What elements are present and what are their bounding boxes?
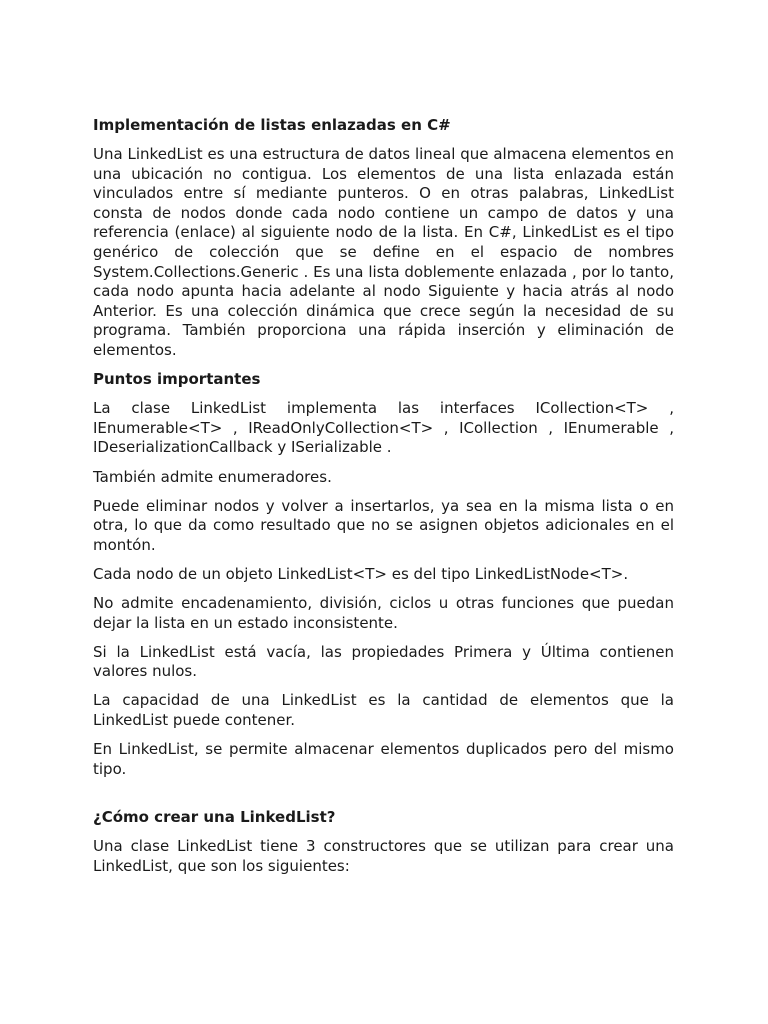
intro-paragraph: Una LinkedList es una estructura de datos lineal que almacena elementos en una ubicación no contigua. Los elementos de una lista enlazada están vinculados entre sí mediante punteros. O en otras palabras, LinkedList consta de nodos donde cada nodo contiene un campo de datos y una referencia (enlace) al siguiente nodo de la lista. En C#, LinkedList es el tipo genérico de colección que se define en el espacio de nombres System.Collections.Generic . Es una lista doblemente enlazada , por lo tanto, cada nodo apunta hacia adelante al nodo Siguiente y hacia atrás al nodo Anterior. Es una colección dinámica que crece según la necesidad de su programa. También proporciona una rápida inserción y eliminación de elementos. — [93, 145, 674, 360]
point-paragraph-no-chaining: No admite encadenamiento, división, ciclos u otras funciones que puedan dejar la lista en un estado inconsistente. — [93, 593, 674, 632]
points-heading: Puntos importantes — [93, 370, 261, 389]
create-paragraph: Una clase LinkedList tiene 3 constructores que se utilizan para crear una LinkedList, que son los siguientes: — [93, 837, 674, 875]
create-heading: ¿Cómo crear una LinkedList? — [93, 808, 336, 827]
point-paragraph-duplicates: En LinkedList, se permite almacenar elementos duplicados pero del mismo tipo. — [93, 740, 674, 778]
point-paragraph-remove-nodes: Puede eliminar nodos y volver a insertarlos, ya sea en la misma lista o en otra, lo que da como resultado que no se asignen objetos adicionales en el montón. — [93, 496, 674, 554]
point-paragraph-node-type: Cada nodo de un objeto LinkedList<T> es del tipo LinkedListNode<T>. — [93, 564, 629, 583]
point-paragraph-capacity: La capacidad de una LinkedList es la cantidad de elementos que la LinkedList puede contener. — [93, 691, 674, 729]
point-paragraph-interfaces: La clase LinkedList implementa las interfaces ICollection<T> , IEnumerable<T> , IReadOnlyCollection<T> , ICollection , IEnumerable , IDeserializationCallback y ISerializable . — [93, 399, 674, 457]
point-paragraph-empty-list: Si la LinkedList está vacía, las propiedades Primera y Última contienen valores nulos. — [93, 642, 674, 681]
document-title: Implementación de listas enlazadas en C# — [93, 116, 451, 134]
document-page — [93, 116, 674, 886]
point-paragraph-enumerators: También admite enumeradores. — [93, 467, 332, 486]
